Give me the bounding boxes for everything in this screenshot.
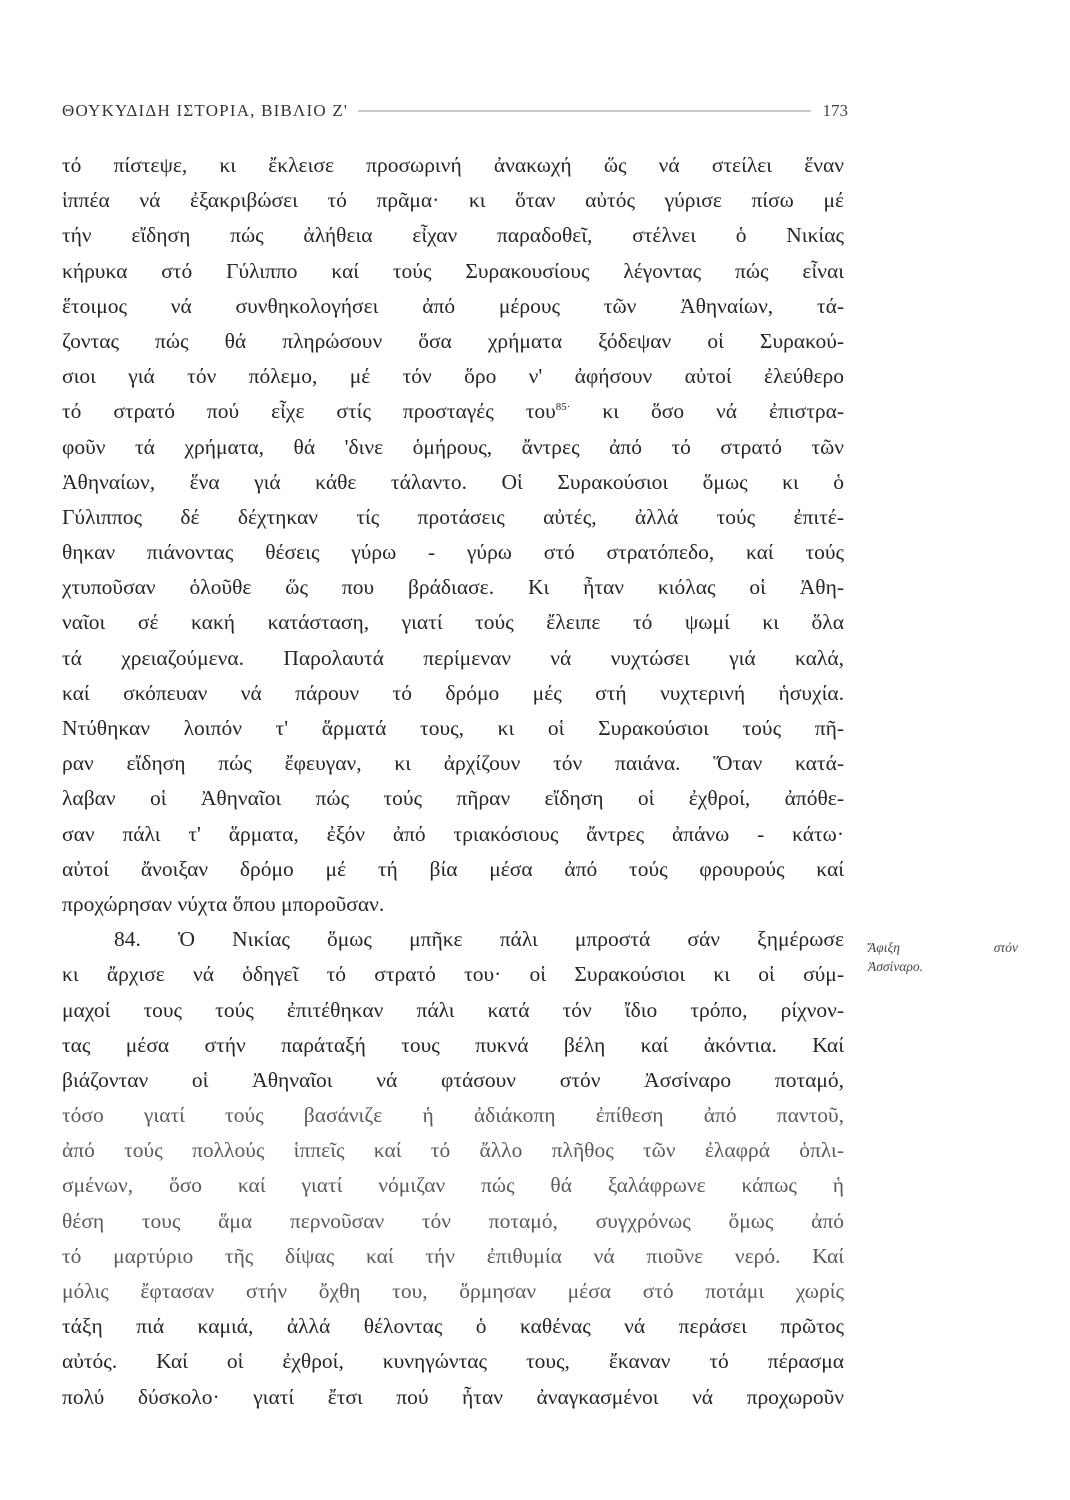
text-line: Ντύθηκαν λοιπόν τ' ἅρματά τους, κι οἱ Συρακούσιοι τούς πῆ- bbox=[62, 716, 844, 740]
body-text bbox=[62, 148, 844, 1415]
paragraph-start-84: 84. Ὁ Νικίας ὅμως μπῆκε πάλι μπροστά σάν ξημέρωσε bbox=[114, 927, 844, 952]
text-line: μαχοί τους τούς ἐπιτέθηκαν πάλι κατά τόν ἴδιο τρόπο, ρίχνον- bbox=[62, 997, 844, 1022]
text-line: Γύλιππος δέ δέχτηκαν τίς προτάσεις αὐτές, ἀλλά τούς ἐπιτέ- bbox=[62, 504, 844, 529]
text-line: καί σκόπευαν νά πάρουν τό δρόμο μές στή νυχτερινή ἡσυχία. bbox=[62, 680, 844, 705]
text-line-with-footnote bbox=[62, 394, 844, 429]
text-line: μόλις ἔφτασαν στήν ὄχθη του, ὅρμησαν μέσα στό ποτάμι χωρίς bbox=[62, 1279, 844, 1303]
margin-note-word: Ἄφιξη bbox=[868, 940, 900, 955]
text-line: τόσο γιατί τούς βασάνιζε ἡ ἀδιάκοπη ἐπίθεση ἀπό παντοῦ, bbox=[62, 1103, 844, 1128]
text-segment: κι ὅσο νά ἐπιστρα- bbox=[602, 399, 845, 424]
margin-note-line bbox=[868, 938, 1018, 957]
text-line: αὐτοί ἄνοιξαν δρόμο μέ τή βία μέσα ἀπό τούς φρουρούς καί bbox=[62, 856, 844, 881]
text-line: κήρυκα στό Γύλιππο καί τούς Συρακουσίους λέγοντας πώς εἶναι bbox=[62, 258, 844, 283]
text-line: σαν πάλι τ' ἅρματα, ἐξόν ἀπό τριακόσιους ἄντρες ἀπάνω - κάτω· bbox=[62, 821, 844, 846]
text-line: λαβαν οἱ Ἀθηναῖοι πώς τούς πῆραν εἴδηση οἱ ἐχθροί, ἀπόθε- bbox=[62, 786, 844, 811]
text-line: βιάζονταν οἱ Ἀθηναῖοι νά φτάσουν στόν Ἀσσίναρο ποταμό, bbox=[62, 1067, 844, 1092]
margin-note bbox=[868, 938, 1018, 976]
text-segment: τό στρατό πού εἶχε στίς προσταγές του bbox=[62, 399, 556, 424]
text-line: κι ἄρχισε νά ὁδηγεῖ τό στρατό του· οἱ Συρακούσιοι κι οἱ σύμ- bbox=[62, 962, 844, 987]
text-line: χτυποῦσαν ὁλοῦθε ὥς που βράδιασε. Κι ἦταν κιόλας οἱ Ἀθη- bbox=[62, 575, 844, 600]
text-line: φοῦν τά χρήματα, θά 'δινε ὁμήρους, ἄντρες ἀπό τό στρατό τῶν bbox=[62, 434, 844, 459]
footnote-reference: 85· bbox=[555, 401, 571, 414]
text-line: τά χρειαζούμενα. Παρολαυτά περίμεναν νά νυχτώσει γιά καλά, bbox=[62, 645, 844, 670]
text-line: ἕτοιμος νά συνθηκολογήσει ἀπό μέρους τῶν Ἀθηναίων, τά- bbox=[62, 293, 844, 318]
margin-note-line: Ἀσσίναρο. bbox=[868, 959, 923, 974]
page-header bbox=[62, 96, 848, 126]
text-line: ζοντας πώς θά πληρώσουν ὅσα χρήματα ξόδεψαν οἱ Συρακού- bbox=[62, 328, 844, 353]
text-line: τό μαρτύριο τῆς δίψας καί τήν ἐπιθυμία νά πιοῦνε νερό. Καί bbox=[62, 1243, 844, 1268]
margin-note-word: στόν bbox=[993, 940, 1018, 955]
page-number: 173 bbox=[822, 101, 848, 120]
text-line: τας μέσα στήν παράταξή τους πυκνά βέλη καί ἀκόντια. Καί bbox=[62, 1032, 844, 1057]
text-line: ραν εἴδηση πώς ἔφευγαν, κι ἀρχίζουν τόν παιάνα. Ὅταν κατά- bbox=[62, 751, 844, 776]
text-line: Ἀθηναίων, ἕνα γιά κάθε τάλαντο. Οἱ Συρακούσιοι ὅμως κι ὁ bbox=[62, 469, 844, 494]
text-line: σιοι γιά τόν πόλεμο, μέ τόν ὅρο ν' ἀφήσουν αὐτοί ἐλεύθερο bbox=[62, 364, 844, 389]
text-line: τάξη πιά καμιά, ἀλλά θέλοντας ὁ καθένας νά περάσει πρῶτος bbox=[62, 1314, 844, 1339]
text-line: πολύ δύσκολο· γιατί ἔτσι πού ἦταν ἀναγκασμένοι νά προχωροῦν bbox=[62, 1384, 844, 1409]
text-line: θηκαν πιάνοντας θέσεις γύρω - γύρω στό στρατόπεδο, καί τούς bbox=[62, 540, 844, 565]
text-line: προχώρησαν νύχτα ὅπου μποροῦσαν. bbox=[62, 891, 385, 916]
text-line: θέση τους ἅμα περνοῦσαν τόν ποταμό, συγχρόνως ὅμως ἀπό bbox=[62, 1208, 844, 1233]
text-line: ναῖοι σέ κακή κατάσταση, γιατί τούς ἔλειπε τό ψωμί κι ὅλα bbox=[62, 610, 844, 635]
running-head: ΘΟΥΚΥΔΙΔΗ ΙΣΤΟΡΙΑ, ΒΙΒΛΙΟ Ζ' bbox=[62, 101, 349, 120]
text-line: ἀπό τούς πολλούς ἱππεῖς καί τό ἄλλο πλῆθος τῶν ἐλαφρά ὁπλι- bbox=[62, 1138, 844, 1163]
text-line: ἱππέα νά ἐξακριβώσει τό πρᾶμα· κι ὅταν αὐτός γύρισε πίσω μέ bbox=[62, 188, 844, 213]
text-line: τήν εἴδηση πώς ἀλήθεια εἶχαν παραδοθεῖ, στέλνει ὁ Νικίας bbox=[62, 223, 844, 248]
header-rule bbox=[358, 110, 810, 112]
text-line: τό πίστεψε, κι ἔκλεισε προσωρινή ἀνακωχή ὥς νά στείλει ἕναν bbox=[62, 153, 844, 177]
text-line: αὐτός. Καί οἱ ἐχθροί, κυνηγώντας τους, ἔκαναν τό πέρασμα bbox=[62, 1349, 844, 1374]
text-line: σμένων, ὅσο καί γιατί νόμιζαν πώς θά ξαλάφρωνε κάπως ἡ bbox=[62, 1173, 844, 1198]
